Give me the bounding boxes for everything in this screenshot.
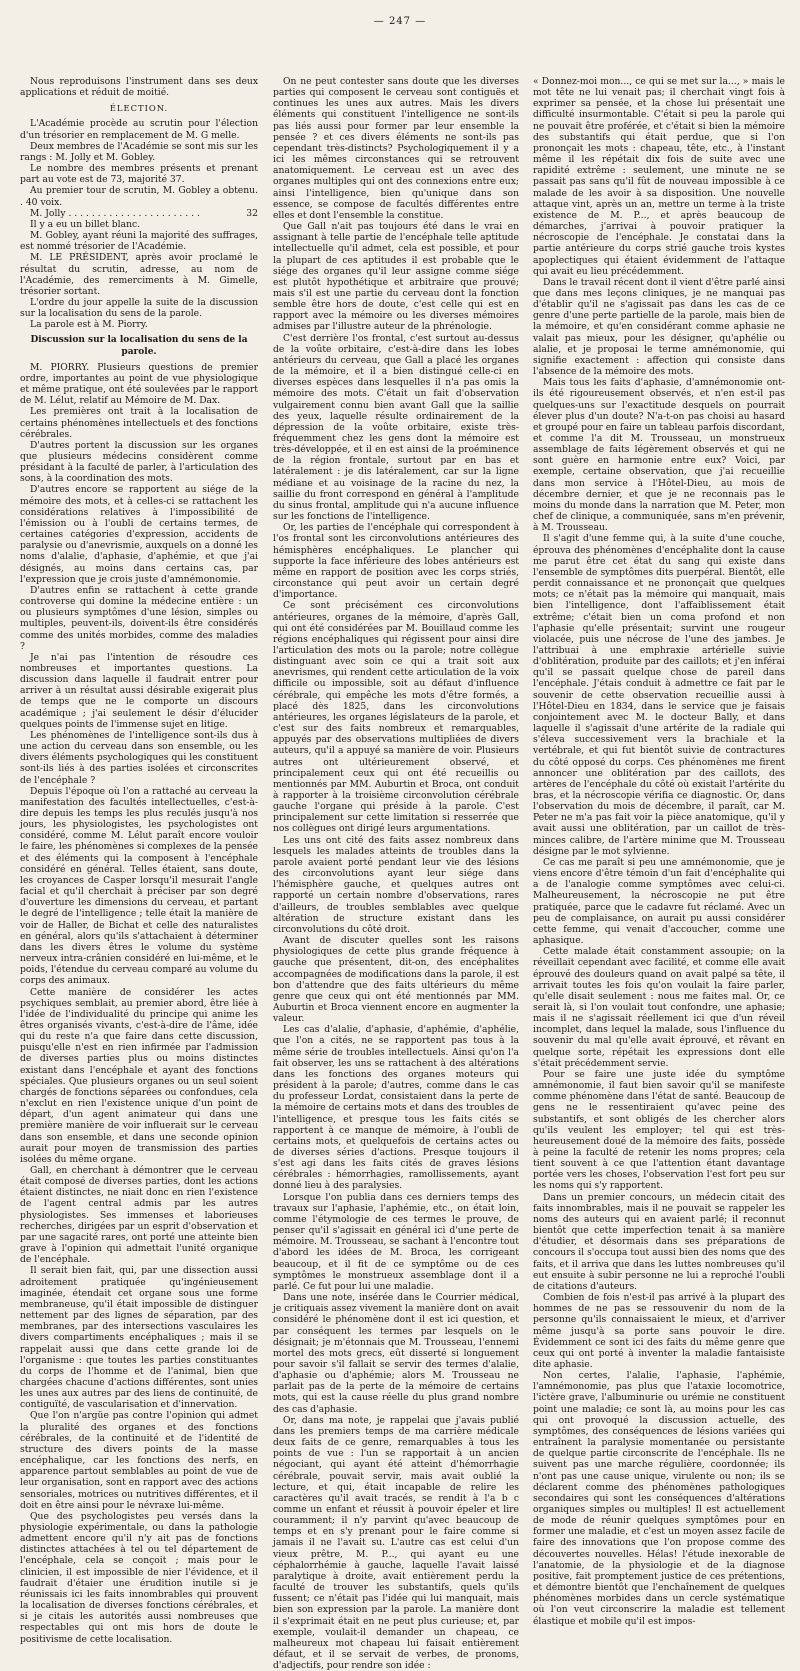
page-number: — 247 —	[373, 16, 427, 27]
paragraph: Que Gall n'ait pas toujours été dans le vrai en assignant à telle partie de l'encéphale telle aptitude intellectuelle qu'il admet, cela est possible, et pour la plupart de ces aptitudes il est probable que le siége des organes qu'il leur assigne comme siége est plutôt hypothétique et arbitraire que prouvé; mais s'il est une partie du cerveau dont la fonction semble être hors de doute, c'est celle qui est en rapport avec la mémoire ou les diverses mémoires admises par l'illustre auteur de la phrénologie.	[273, 221, 519, 333]
paragraph: Le nombre des membres présents et prenant part au vote est de 73, majorité 37.	[20, 163, 258, 186]
paragraph: Ce cas me paraît si peu une amnémonomie, que je viens encore d'être témoin d'un fait d'encéphalite qui a de l'analogie comme symptômes avec celui-ci. Malheureusement, la nécroscopie ne put être pratiquée, parce que le cadavre fut réclamé. Avec un peu de complaisance, on aurait pu aussi considérer cette femme, qui venait d'accoucher, comme une aphasique.	[533, 856, 785, 947]
paragraph: Je n'ai pas l'intention de résoudre ces nombreuses et importantes questions. La discussion dans laquelle il faudrait entrer pour arriver à un résultat aussi désirable exigerait plus de temps que ne le comporte un discours académique ; j'ai seulement le désir d'élucider quelques points de l'immense sujet en litige.	[20, 651, 258, 730]
paragraph: Les cas d'alalie, d'aphasie, d'aphémie, d'aphélie, que l'on a cités, ne se rapportent pas tous à la même série de troubles intellectuels. Ainsi qu'on l'a fait observer, les uns se rattachent à des altérations dans les fonctions des organes moteurs qui président à la parole; d'autres, comme dans le cas du professeur Lordat, consistaient dans la perte de la mémoire de certains mots et dans des troubles de l'intelligence, et presque tous les faits cités se rapportent à ce manque de mémoire, à l'oubli de certains mots, et quelquefois de certains actes ou de diverses séries d'actions. Presque toujours il s'est agi dans les faits cités de graves lésions cérébrales : hémorrhagies, ramollissements, ayant donné lieu à des paralysies.	[273, 1024, 519, 1192]
paragraph: Or, les parties de l'encéphale qui correspondent à l'os frontal sont les circonvolutions antérieures des hémisphères encéphaliques. Le plancher qui supporte la face inférieure des lobes antérieurs est même en rapport de position avec les corps striés, circonstance qui peut avoir un certain degré d'importance.	[273, 522, 519, 601]
paragraph: Au premier tour de scrutin, M. Gobley a obtenu. . 40 voix.	[20, 185, 258, 208]
paragraph: « Donnez-moi mon..., ce qui se met sur la..., » mais le mot tête ne lui venait pas; il cherchait vingt fois à exprimer sa pensée, et la chose lui présentait une difficulté insurmontable. C'était si peu la parole qui ne pouvait être proférée, et c'était si bien la mémoire des substantifs qui était perdue, que si l'on prononçait les mots : chapeau, tête, etc., à l'instant même il les répétait dix fois de suite avec une rapidité extrême : seulement, une minute ne se passait pas sans qu'il fût de nouveau impossible à ce malade de les avoir à sa disposition. Une nouvelle attaque vint, après un an, mettre un terme à la triste existence de M. P..., et après beaucoup de démarches, j'arrivai à pouvoir pratiquer la nécroscopie de l'encéphale. Je constatai dans la partie antérieure du corps strié gauche trois kystes apoplectiques qui étaient évidemment de l'attaque qui avait eu lieu précédemment.	[533, 76, 785, 277]
paragraph: L'ordre du jour appelle la suite de la discussion sur la localisation du sens de la parole.	[20, 296, 258, 320]
paragraph: Depuis l'époque où l'on a rattaché au cerveau la manifestation des facultés intellectuelles, c'est-à-dire depuis les temps les plus reculés jusqu'à nos jours, les physiologistes, les psychologistes ont considéré, comme M. Lélut paraît encore vouloir le faire, les phénomènes si complexes de la pensée et des éléments qui la composent à l'encéphale considéré en général. Telles étaient, sans doute, les croyances de Casper lorsqu'il mesurait l'angle facial et qu'il cherchait à préciser par son degré d'ouverture les dimensions du cerveau, et partant le degré de l'intelligence ; telle était la manière de voir de Haller, de Bichat et celle des naturalistes en général, alors qu'ils s'attachaient à déterminer dans les divers êtres le volume du système nerveux intra-crânien considéré en lui-même, et le poids, l'étendue du cerveau comparé au volume du corps des animaux.	[20, 785, 258, 987]
vote-value: 32	[246, 207, 258, 219]
paragraph: Combien de fois n'est-il pas arrivé à la plupart des hommes de ne pas se ressouvenir du nom de la personne qu'ils connaissaient le mieux, et d'arriver même jusqu'à sa porte sans pouvoir le dire. Évidemment ce sont ici des faits du même genre que ceux qui ont porté à inventer la maladie fantaisiste dite aphasie.	[533, 1292, 785, 1370]
paragraph: Il s'agit d'une femme qui, à la suite d'une couche, éprouva des phénomènes d'encéphalite dont la cause me parut être cet état du sang qui existe dans l'ensemble de symptômes dits puerpéral. Bientôt, elle perdit connaissance et ne prononçait que quelques mots; ce n'était pas la mémoire qui manquait, mais bien l'intelligence, dont l'affaiblissement était extrême; c'était bien un coma profond et non l'aphasie qu'elle présentait; survint une rougeur violacée, puis une nécrose de l'une des jambes. Je l'attribuai à une emphraxie artérielle suivie d'oblitération, produite par des caillots; et j'en inférai qu'il se passait quelque chose de pareil dans l'encéphale. J'étais conduit à admettre ce fait par le souvenir de cette observation recueillie aussi à l'Hôtel-Dieu en 1834, dans le service que je faisais conjointement avec M. le docteur Bally, et dans laquelle il s'agissait d'une artérite de la radiale qui s'éleva successivement vers la brachiale et la vertébrale, et qui fut bientôt suivie de contractures du côté opposé du corps. Ces phénomènes me firent annoncer une oblitération par des caillots, des artères de l'encéphale du côté où existait l'artérite du bras, et la nécroscopie vérifia ce diagnostic. Or, dans l'observation du mois de décembre, il paraît, car M. Peter ne m'a pas fait voir la pièce anatomique, qu'il y avait aussi une oblitération, par un caillot de très-minces calibre, de l'artère minime que M. Trousseau désigne par le mot sylvienne.	[533, 533, 785, 857]
paragraph: Mais tous les faits d'aphasie, d'amnémonomie ont-ils été rigoureusement observés, et n'en est-il pas quelques-uns sur l'exactitude desquels on pourrait élever plus d'un doute? N'a-t-on pas choisi au hasard et groupé pour en faire un tableau parfois discordant, et comme l'a dit M. Trousseau, un monstrueux assemblage de faits légèrement observés et qui ne sont guère en harmonie entre eux? Voici, par exemple, certaine observation, que j'ai recueillie dans mon service à l'Hôtel-Dieu, au mois de décembre dernier, et que je ne reconnais pas le moins du monde dans la narration que M. Peter, mon chef de clinique, a communiquée, sans m'en prévenir, à M. Trousseau.	[533, 377, 785, 534]
paragraph: Gall, en cherchant à démontrer que le cerveau était composé de diverses parties, dont les actions étaient distinctes, ne niait donc en rien l'existence de l'agent central admis par les autres physiologistes. Ses immenses et laborieuses recherches, dirigées par un esprit d'observation et par une sagacité rares, ont porté une atteinte bien grave à l'opinion qui admettait l'unité organique de l'encéphale.	[20, 1165, 258, 1266]
paragraph: D'autres encore se rapportent au siége de la mémoire des mots, et à celles-ci se rattachent les considérations relatives à l'impossibilité de l'émission ou à l'oubli de certains termes, de certaines catégories d'expression, accidents de paralysie ou d'anevrismie, auxquels on a donné les noms d'alalie, d'aphasie, d'aphémie, et que j'ai désignés, au moins dans certains cas, par l'expression que je crois juste d'amnémonomie.	[20, 484, 258, 585]
section-heading-election: ÉLECTION.	[109, 103, 169, 114]
paragraph: D'autres portent la discussion sur les organes que plusieurs médecins considèrent comme présidant à la faculté de parler, à l'articulation des sons, à la coordination des mots.	[20, 439, 258, 485]
column-middle	[273, 76, 519, 1671]
paragraph: D'autres enfin se rattachent à cette grande controverse qui domine la médecine entière : un ou plusieurs symptômes d'une lésion, simples ou multiples, peuvent-ils, doivent-ils être considérés comme des unités morbides, comme des maladies ?	[20, 584, 258, 652]
column-left	[20, 76, 258, 1645]
paragraph: Ce sont précisément ces circonvolutions antérieures, organes de la mémoire, d'après Gall, qui ont été considérées par M. Bouillaud comme les régions encéphaliques qui régissent pour ainsi dire l'articulation des mots ou la parole; notre collègue distinguant avec soin ce qui a trait soit aux anevrismes, qui rendent cette articulation de la voix difficile ou impossible, soit au défaut d'influence cérébrale, qui empêche les mots d'être formés, a placé dès 1825, dans les circonvolutions antérieures, les organes législateurs de la parole, et c'est sur des faits nombreux et remarquables, appuyés par des observations multipliées de divers auteurs, qu'il a appuyé sa manière de voir. Plusieurs autres ont ultérieurement observé, et principalement ceux qui ont été recueillis ou mentionnés par MM. Auburtin et Broca, ont conduit à rapporter à la troisième circonvolution cérébrale gauche l'organe qui préside à la parole. C'est principalement sur cette limitation si resserrée que nos collègues ont dirigé leurs argumentations.	[273, 600, 519, 835]
paragraph: M. Gobley, ayant réuni la majorité des suffrages, est nommé trésorier de l'Académie.	[20, 230, 258, 253]
paragraph: Dans un premier concours, un médecin citait des faits innombrables, mais il ne pouvait se rappeler les noms des auteurs qui en avaient parlé; il reconnut bientôt que cette imperfection tenait à sa manière d'étudier, et désormais dans ses préparations de concours il s'occupa tout aussi bien des noms que des faits, et il arriva que dans les luttes nombreuses qu'il eut ensuite à subir personne ne lui a reproché l'oubli de citations d'auteurs.	[533, 1191, 785, 1292]
vote-label: M. Jolly . . . . . . . . . . . . . . . . . . . . . . .	[30, 207, 200, 219]
paragraph: La parole est à M. Piorry.	[30, 319, 148, 331]
paragraph: Les phénomènes de l'intelligence sont-ils dus à une action du cerveau dans son ensemble, ou les divers éléments psychologiques qui les constituent sont-ils liés à des parties isolées et circonscrites de l'encéphale ?	[20, 729, 258, 786]
paragraph: Deux membres de l'Académie se sont mis sur les rangs : M. Jolly et M. Gobley.	[20, 140, 258, 163]
paragraph: Cette manière de considérer les actes psychiques semblait, au premier abord, être liée à l'idée de l'individualité du principe qui anime les êtres organisés vivants, c'est-à-dire de l'âme, idée qui du reste n'a que faire dans cette discussion, puisqu'elle n'est en rien infirmée par l'admission de diverses parties plus ou moins distinctes existant dans l'encéphale et ayant des fonctions spéciales. Que plusieurs organes ou un seul soient chargés de fonctions séparées ou confondues, cela n'exclut en rien l'existence unique d'un point de départ, d'un agent animateur qui dans une première manière de voir influerait sur le cerveau dans son ensemble, et dans une seconde opinion aurait pour moyen de transmission des parties isolées du même organe.	[20, 986, 258, 1165]
paragraph: Il serait bien fait, qui, par une dissection aussi adroitement pratiquée qu'ingénieusement imaginée, étendait cet organe sous une forme membraneuse, qu'il était impossible de distinguer nettement par des lignes de séparation, par des membranes, par des intersections vasculaires les divers compartiments encéphaliques ; mais il se rappelait aussi que dans cette grande loi de l'organisme : que toutes les parties constituantes du corps de l'homme et de l'animal, bien que chargées chacune d'actions différentes, sont unies les unes aux autres par des liens de continuité, de contiguïté, de vascularisation et d'innervation.	[20, 1265, 258, 1411]
paragraph: Nous reproduisons l'instrument dans ses deux applications et réduit de moitié.	[20, 76, 258, 99]
paragraph: Non certes, l'alalie, l'aphasie, l'aphémie, l'amnémonomie, pas plus que l'ataxie locomotrice, l'ictère grave, l'albuminurie ou urémie ne constituent point une maladie; ce sont là, au moins pour les cas qui ont provoqué la discussion actuelle, des symptômes, des conséquences de lésions variées qui entraînent la paralysie momentanée ou persistante de quelque partie circonscrite de l'encéphale. Ils ne suivent pas une marche régulière, coordonnée; ils n'ont pas une cause unique, virulente ou non; ils se déclarent comme des phénomènes pathologiques secondaires qui sont les conséquences d'altérations organiques simples ou multiples! Il est actuellement de mode de réunir quelques symptômes pour en former une maladie, et c'est un moyen assez facile de faire des innovations que l'on propose comme des découvertes nouvelles. Hélas! l'étude inexorable de l'anatomie, de la physiologie et de la diagnose positive, fait promptement justice de ces prétentions, et démontre bientôt que l'enchaînement de quelques phénomènes morbides dans un cercle systématique où l'on veut circonscrire la maladie est tellement élastique et mobile qu'il est impos-	[533, 1370, 785, 1627]
vote-line	[20, 208, 258, 219]
paragraph: Pour se faire une juste idée du symptôme amnémonomie, il faut bien savoir qu'il se manifeste comme phénomène dans l'état de santé. Beaucoup de gens ne le ressentiraient qu'avec peine des substantifs, et sont obligés de les chercher alors qu'ils veulent les employer; tel qui est très-heureusement doué de la mémoire des faits, possède à peine la faculté de retenir les noms propres; cela tient souvent à ce que l'attention étant davantage portée vers les choses, l'observation l'est fort peu sur les noms qui s'y rapportent.	[533, 1068, 785, 1192]
paragraph: Avant de discuter quelles sont les raisons physiologiques de cette plus grande fréquence à gauche que présentent, dit-on, des encéphalites accompagnées de modifications dans la parole, il est bon d'attendre que des faits ultérieurs du même genre que ceux qui ont été mentionnés par MM. Auburtin et Broca viennent encore en augmenter la valeur.	[273, 935, 519, 1025]
paragraph: Dans le travail récent dont il vient d'être parlé ainsi que dans mes leçons cliniques, je ne manquai pas d'établir qu'il ne s'agissait pas dans les cas de ce genre d'une perte partielle de la parole, mais bien de la mémoire, et qu'en considérant comme aphasie ne valait pas mieux, pour les désigner, qu'aphélie ou alalie, et je proposai le terme amnémonomie, qui signifie exactement : affection qui consiste dans l'absence de la mémoire des mots.	[533, 276, 785, 378]
section-heading-discussion: Discussion sur la localisation du sens de la parole.	[30, 335, 248, 357]
paragraph: On ne peut contester sans doute que les diverses parties qui composent le cerveau sont contiguës et continues les unes aux autres. Mais les divers éléments qui constituent l'intelligence ne sont-ils pas liés aussi pour former par leur ensemble la pensée ? et ces divers éléments ne sont-ils pas cependant très-distincts? Psychologiquement il y a ici les mêmes circonstances qui se retrouvent anatomiquement. Le cerveau est un avec des organes multiples qui ont des connexions entre eux; ainsi l'intelligence, bien qu'unique dans son essence, se compose de facultés différentes entre elles et dont l'ensemble la constitue.	[273, 76, 519, 221]
paragraph: Lorsque l'on publia dans ces derniers temps des travaux sur l'aphasie, l'aphémie, etc., on était loin, comme l'étymologie de ces termes le prouve, de penser qu'il s'agissait en général ici d'une perte de mémoire. M. Trousseau, se sachant à l'encontre tout d'abord les idées de M. Broca, les corrigeant beaucoup, et il fit de ce symptôme ou de ces symptômes le monstrueux assemblage dont il a parlé. Ce fut pour lui une maladie.	[273, 1191, 519, 1292]
paragraph: Que des psychologistes peu versés dans la physiologie expérimentale, ou dans la pathologie admettent encore qu'il n'y ait pas de fonctions distinctes attachées à tel ou tel département de l'encéphale, cela se conçoit ; mais pour le clinicien, il est impossible de nier l'évidence, et il faudrait d'étaier une érudition inutile si je réunissais ici les faits innombrables qui prouvent la localisation de diverses fonctions cérébrales, et si je citais les autorités aussi nombreuses que respectables qui ont mis hors de doute le positivisme de cette localisation.	[20, 1510, 258, 1645]
paragraph: Les uns ont cité des faits assez nombreux dans lesquels les malades atteints de troubles dans la parole avaient porté pendant leur vie des lésions des circonvolutions ayant leur siége dans l'hémisphère gauche, et quelques autres ont rapporté un certain nombre d'observations, rares d'ailleurs, de troubles semblables avec quelque altération de structure existant dans les circonvolutions du côté droit.	[273, 834, 519, 935]
paragraph: Or, dans ma note, je rappelai que j'avais publié dans les premiers temps de ma carrière médicale deux faits de ce genre, remarquables à tous les points de vue : l'un se rapportait à un ancien négociant, qui ayant été atteint d'hémorrhagie cérébrale, pouvait servir, mais avait oublié la lecture, et qui, était incapable de relire les caractères qu'il avait tracés, se rendit à l'a b c comme un enfant et réussit à pouvoir épeler et lire couramment; il n'y parvint qu'avec beaucoup de temps et en s'y prenant pour le faire comme si jamais il ne l'avait su. L'autre cas est celui d'un vieux prêtre, M. P..., qui ayant eu une céphalorrhémie à gauche, laquelle l'avait laissé paralytique à droite, avait entièrement perdu la faculté de trouver les substantifs, quels qu'ils fussent; ce n'était pas l'idée qui lui manquait, mais bien son expression par la parole. La manière dont il s'exprimait était en ne peut plus curieuse; et, par exemple, voulait-il demander un chapeau, ce malheureux mot chapeau lui faisait entièrement défaut, et il se servait de verbes, de pronoms, d'adjectifs, pour rendre son idée :	[273, 1414, 519, 1671]
paragraph: Que l'on n'argüe pas contre l'opinion qui admet la pluralité des organes et des fonctions cérébrales, de la continuité et de l'identité de structure des divers points de la masse encéphalique, car les fonctions des nerfs, en apparence partout semblables au point de vue de leur organisation, sont en rapport avec des actions sensoriales, motrices ou nutritives différentes, et il doit en être ainsi pour le névraxe lui-même.	[20, 1410, 258, 1511]
paragraph: Les premières ont trait à la localisation de certains phénomènes intellectuels et des fonctions cérébrales.	[20, 406, 258, 440]
paragraph: Dans une note, insérée dans le Courrier médical, je critiquais assez vivement la manière dont on avait considéré le phénomène dont il est ici question, et par conséquent les termes par lesquels on le désignait; je m'étonnais que M. Trousseau, l'ennemi mortel des mots grecs, eût disserté si longuement pour savoir s'il fallait se servir des termes d'alalie, d'aphasie ou d'aphémie; alors M. Trousseau ne parlait pas de la perte de la mémoire de certains mots, qui est la cause réelle du plus grand nombre des cas d'aphasie.	[273, 1292, 519, 1415]
paragraph: C'est derrière l'os frontal, c'est surtout au-dessus de la voûte orbitaire, c'est-à-dire dans les lobes antérieurs du cerveau, que Gall a placé les organes de la mémoire, et il a bien distingué celle-ci en diverses espèces dans lesquelles il n'a pas omis la mémoire des mots. C'était un fait d'observation vulgairement connu bien avant Gall que la saillie des yeux, laquelle résulte ordinairement de la dépression de la voûte orbitaire, existe très-fréquemment chez les gens dont la mémoire est très-développée, et il en est ainsi de la proéminence de la région frontale, surtout par en bas et latéralement : je dis latéralement, car sur la ligne médiane et au voisinage de la racine du nez, la saillie du front correspond en général à l'amplitude du sinus frontal, amplitude qui n'a aucune influence sur les fonctions de l'intelligence.	[273, 332, 519, 523]
paragraph: Il y a eu un billet blanc.	[30, 218, 141, 230]
paragraph: M. PIORRY. Plusieurs questions de premier ordre, importantes au point de vue physiologique et même pratique, ont été soulevées par le rapport de M. Lélut, relatif au Mémoire de M. Dax.	[20, 361, 258, 407]
paragraph: M. LE PRÉSIDENT, après avoir proclamé le résultat du scrutin, adresse, au nom de l'Académie, des remerciments à M. Gimelle, trésorier sortant.	[20, 252, 258, 297]
column-right	[533, 76, 785, 1627]
paragraph: Cette malade était constamment assoupie; on la réveillait cependant avec facilité, et comme elle avait éprouvé des douleurs quand on avait palpé sa tête, il arrivait toutes les fois qu'on voulait la faire parler, qu'elle disait seulement : nous me faites mal. Or, ce serait là, si l'on voulait tout confondre, une aphasie; mais il ne s'agissait réellement ici que d'un réveil incomplet, dans lequel la malade, sous l'influence du souvenir du mal qu'elle avait éprouvé, et rêvant en quelque sorte, répétait les expressions dont elle s'était précédemment servie.	[533, 946, 785, 1069]
paragraph: L'Académie procède au scrutin pour l'élection d'un trésorier en remplacement de M. G melle.	[20, 118, 258, 141]
